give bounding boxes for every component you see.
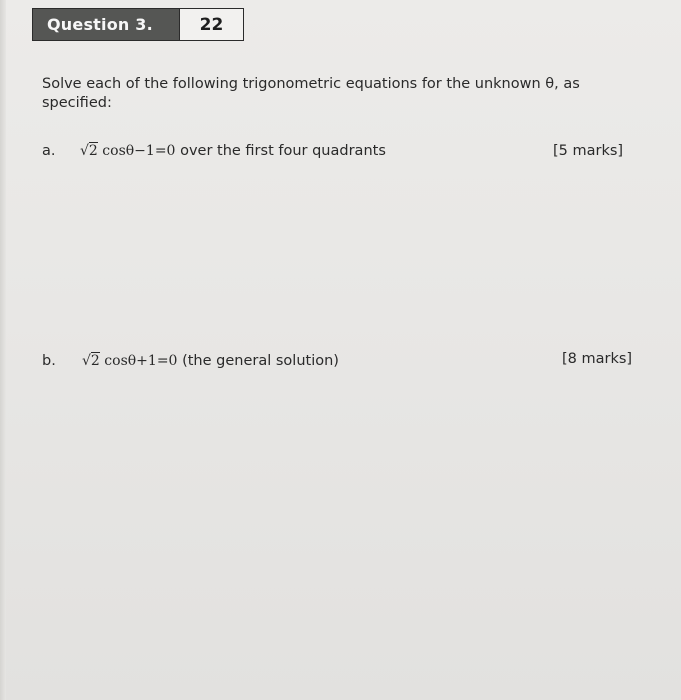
sqrt-symbol: √ [82,353,91,369]
sqrt-symbol: √ [80,143,89,159]
question-instructions: Solve each of the following trigonometric equations for the unknown θ, as specified: [42,76,580,111]
radicand: 2 [90,353,100,369]
part-b [42,353,442,375]
question-number: 22 [179,9,243,40]
part-b-equation [82,352,177,369]
question-label: Question 3. [33,9,179,40]
part-a-marks: [5 marks] [553,143,624,159]
equation-rest: cosθ+1=0 [104,353,178,369]
part-b-marks: [8 marks] [562,351,633,367]
part-b-letter: b. [42,353,56,369]
radicand: 2 [88,143,98,159]
part-a-letter: a. [42,143,56,159]
part-a-content [80,143,386,159]
equation-rest: cosθ−1=0 [102,143,176,159]
part-a-equation [80,142,175,159]
part-b-content [82,353,339,369]
part-a [42,143,442,165]
part-a-description: over the first four quadrants [180,143,386,159]
part-b-description: (the general solution) [182,353,339,369]
question-header [32,8,244,41]
paper-edge [0,0,6,700]
